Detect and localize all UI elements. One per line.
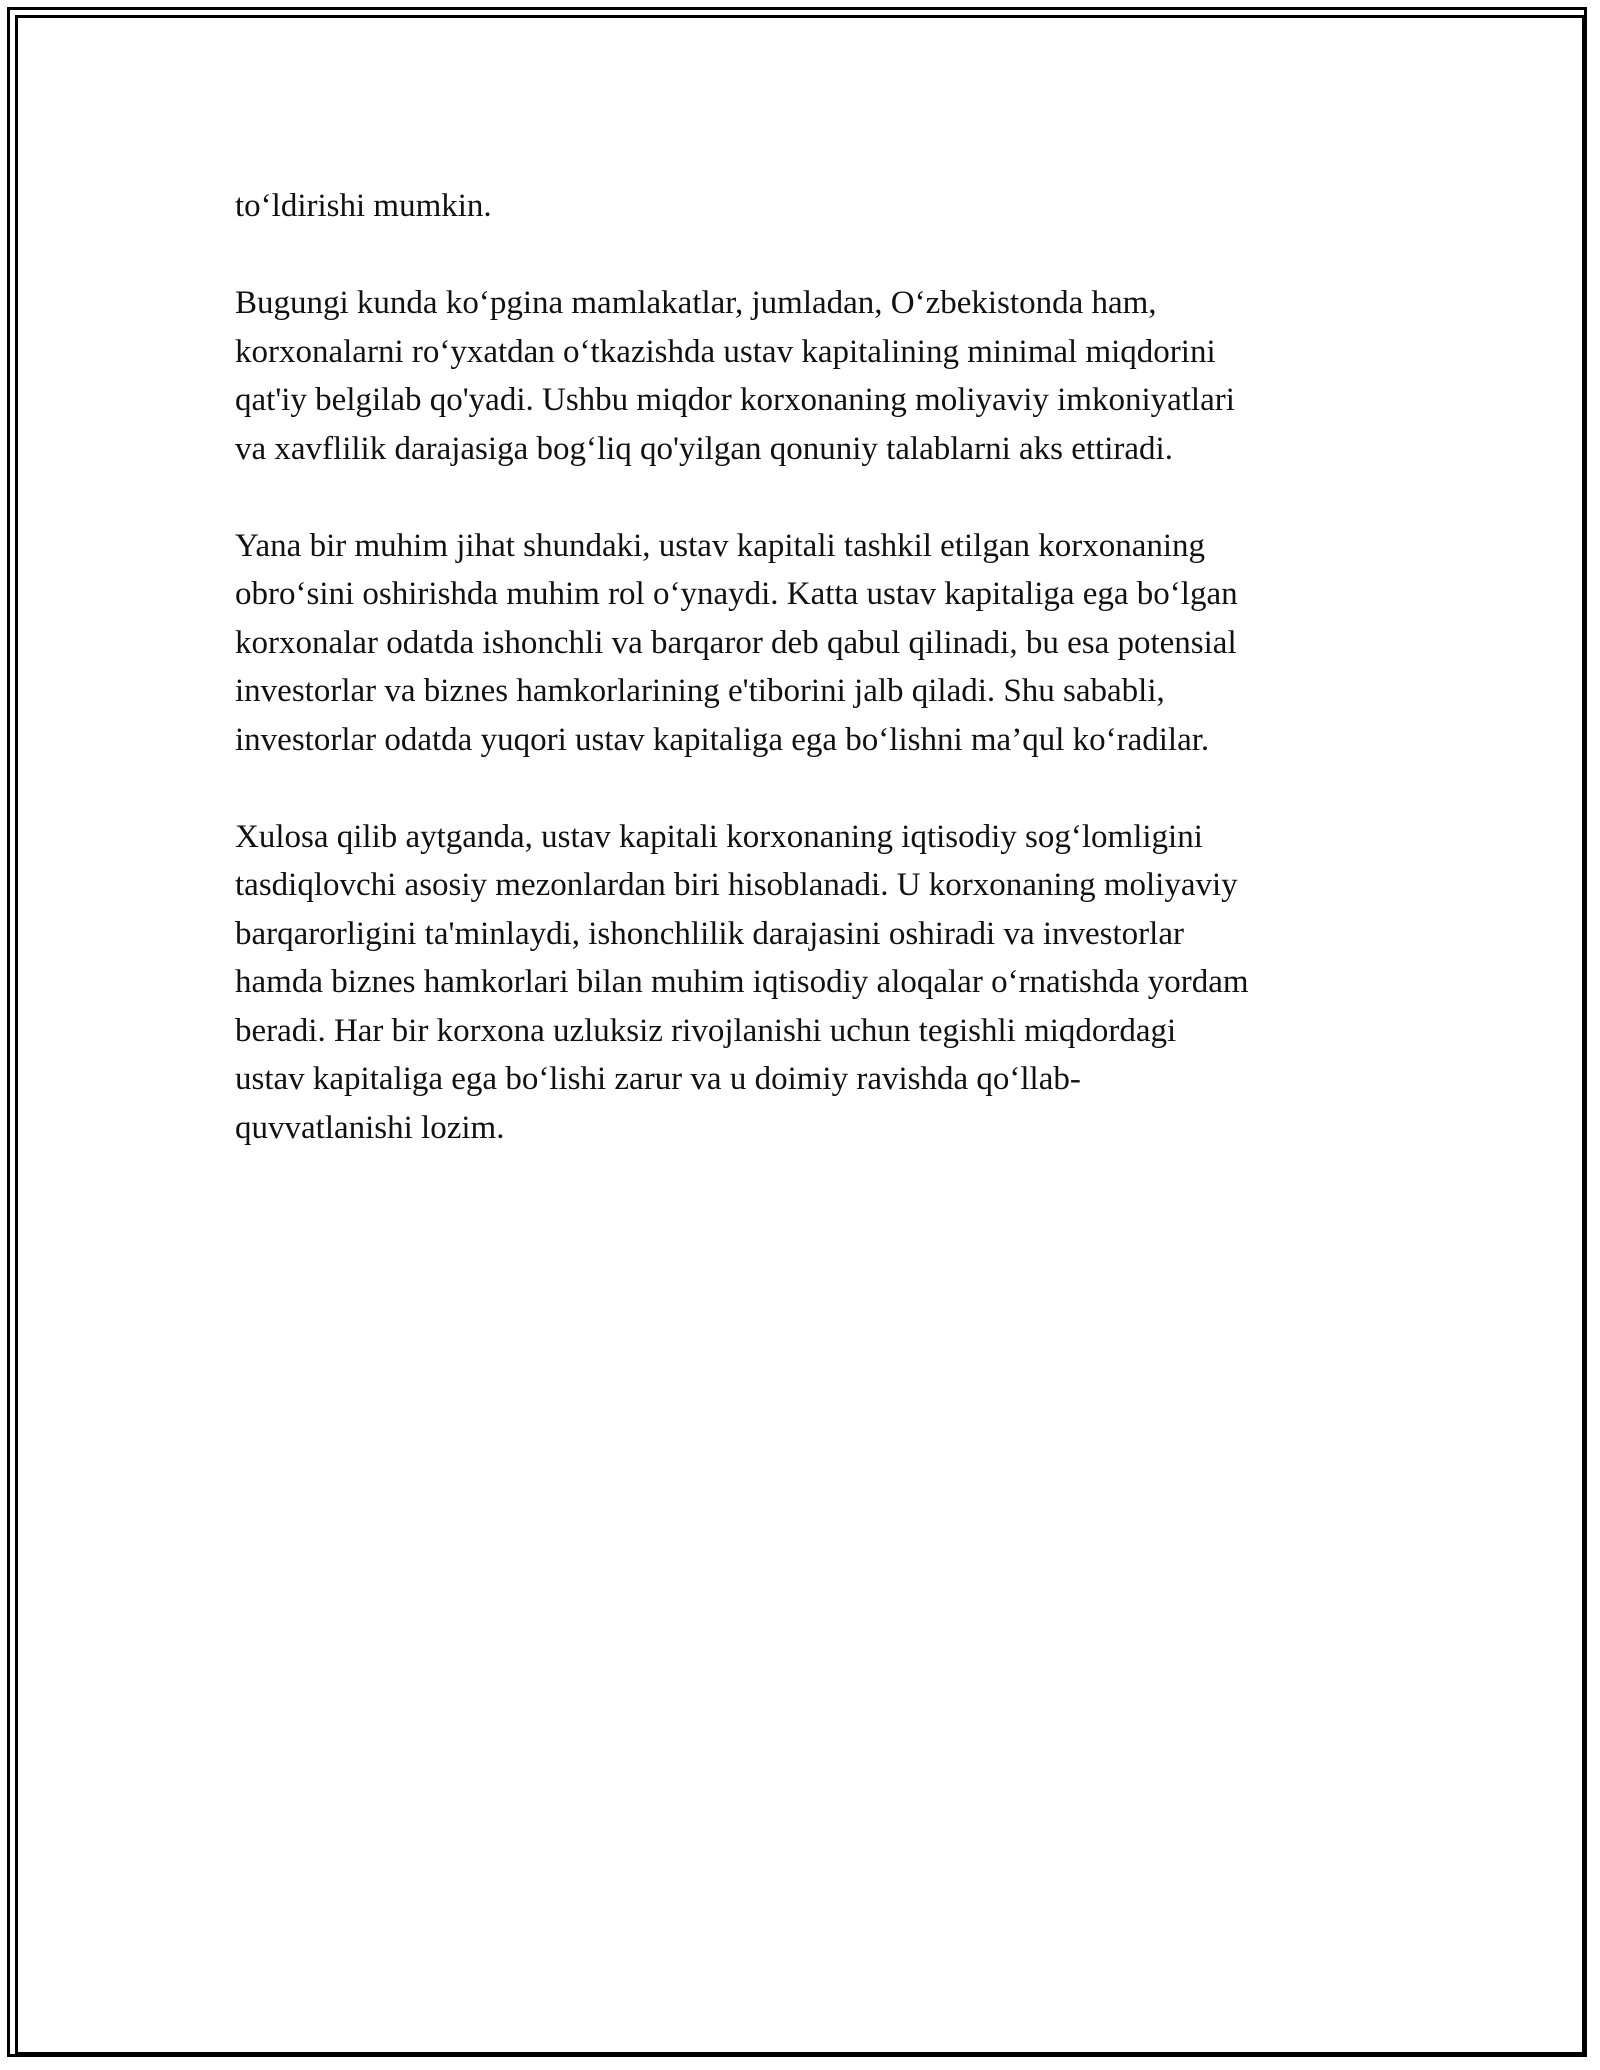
- text-line: investorlar odatda yuqori ustav kapitaliga ega bo‘lishni ma’qul ko‘radilar.: [235, 721, 1210, 758]
- paragraph-3: [235, 522, 1365, 765]
- text-line: Yana bir muhim jihat shundaki, ustav kapitali tashkil etilgan korxonaning: [235, 527, 1206, 564]
- text-line: va xavflilik darajasiga bog‘liq qo'yilgan qonuniy talablarni aks ettiradi.: [235, 430, 1173, 467]
- text-line: to‘ldirishi mumkin.: [235, 188, 492, 224]
- text-line: hamda biznes hamkorlari bilan muhim iqtisodiy aloqalar o‘rnatishda yordam: [235, 964, 1249, 1000]
- text-line: beradi. Har bir korxona uzluksiz rivojlanishi uchun tegishli miqdordagi: [235, 1012, 1177, 1049]
- text-line: korxonalarni ro‘yxatdan o‘tkazishda ustav kapitalining minimal miqdorini: [235, 333, 1216, 370]
- text-line: korxonalar odatda ishonchli va barqaror deb qabul qilinadi, bu esa potensial: [235, 624, 1237, 661]
- text-line: quvvatlanishi lozim.: [235, 1109, 505, 1146]
- text-line: obro‘sini oshirishda muhim rol o‘ynaydi. Katta ustav kapitaliga ega bo‘lgan: [235, 576, 1238, 612]
- document-body: [235, 182, 1365, 1201]
- text-line: investorlar va biznes hamkorlarining e'tiborini jalb qiladi. Shu sababli,: [235, 673, 1165, 709]
- text-line: ustav kapitaliga ega bo‘lishi zarur va u doimiy ravishda qo‘llab-: [235, 1061, 1081, 1097]
- paragraph-4: [235, 813, 1365, 1153]
- paragraph-1: [235, 182, 1365, 231]
- text-line: tasdiqlovchi asosiy mezonlardan biri hisoblanadi. U korxonaning moliyaviy: [235, 867, 1238, 903]
- text-line: Xulosa qilib aytganda, ustav kapitali korxonaning iqtisodiy sog‘lomligini: [235, 818, 1203, 855]
- text-line: qat'iy belgilab qo'yadi. Ushbu miqdor korxonaning moliyaviy imkoniyatlari: [235, 382, 1235, 418]
- text-line: barqarorligini ta'minlaydi, ishonchlilik darajasini oshiradi va investorlar: [235, 915, 1184, 952]
- paragraph-2: [235, 279, 1365, 473]
- text-line: Bugungi kunda ko‘pgina mamlakatlar, jumladan, O‘zbekistonda ham,: [235, 285, 1157, 321]
